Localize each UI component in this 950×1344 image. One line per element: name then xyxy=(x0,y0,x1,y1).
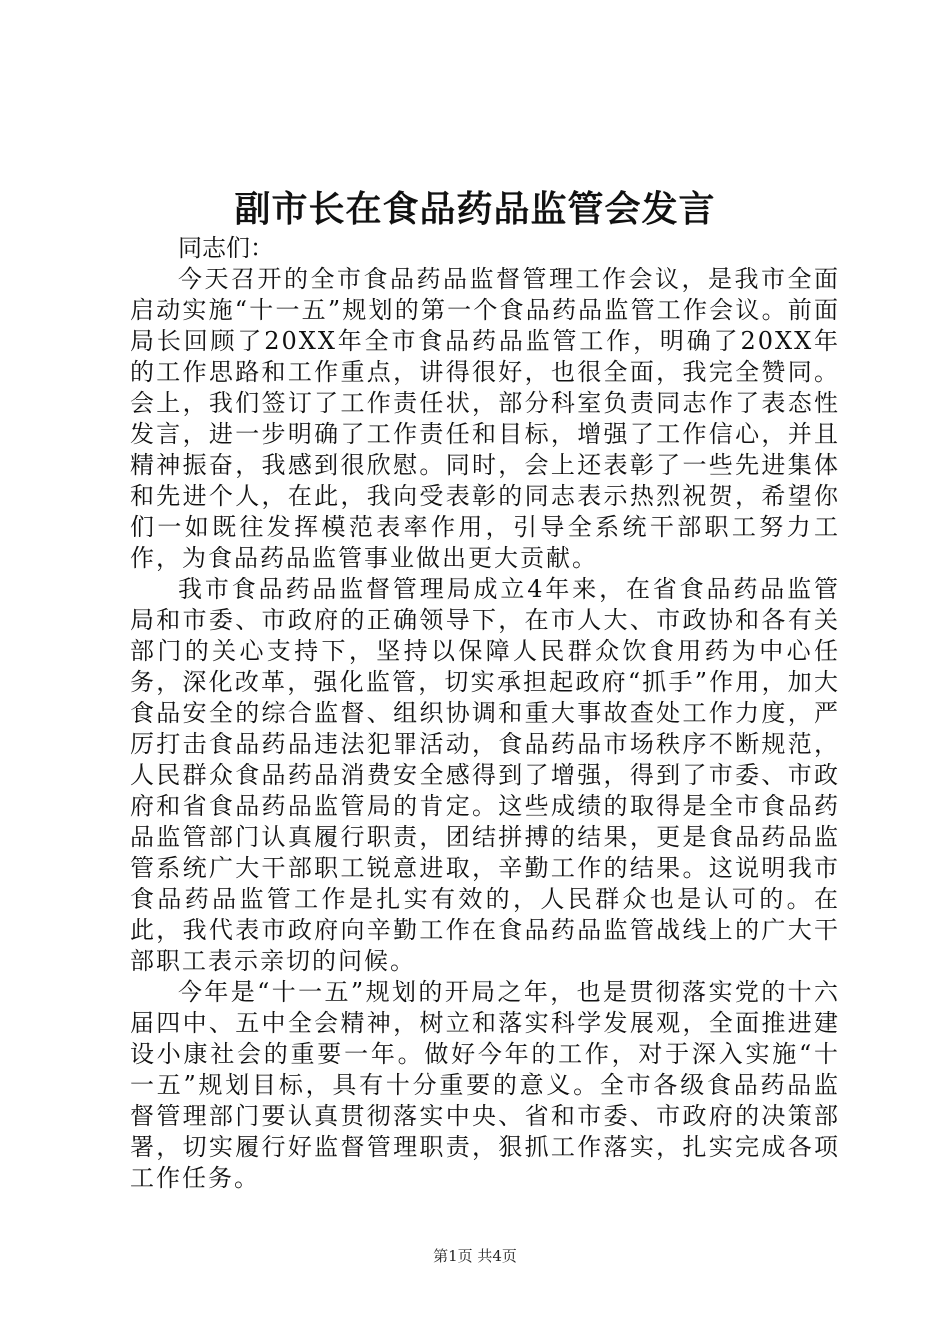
document-body xyxy=(130,233,840,1194)
paragraph-1: 今天召开的全市食品药品监督管理工作会议，是我市全面启动实施“十一五”规划的第一个食品药品监管工作会议。前面局长回顾了20XX年全市食品药品监管工作，明确了20XX年的工作思路和工作重点，讲得很好，也很全面，我完全赞同。会上，我们签订了工作责任状，部分科室负责同志作了表态性发言，进一步明确了工作责任和目标，增强了工作信心，并且精神振奋，我感到很欣慰。同时，会上还表彰了一些先进集体和先进个人，在此，我向受表彰的同志表示热烈祝贺，希望你们一如既往发挥模范表率作用，引导全系统干部职工努力工作，为食品药品监管事业做出更大贡献。 xyxy=(130,265,840,572)
paragraph-3: 今年是“十一五”规划的开局之年，也是贯彻落实党的十六届四中、五中全会精神，树立和落实科学发展观，全面推进建设小康社会的重要一年。做好今年的工作，对于深入实施“十一五”规划目标，具有十分重要的意义。全市各级食品药品监督管理部门要认真贯彻落实中央、省和市委、市政府的决策部署，切实履行好监督管理职责，狠抓工作落实，扎实完成各项工作任务。 xyxy=(130,978,840,1192)
paragraph-2: 我市食品药品监督管理局成立4年来，在省食品药品监管局和市委、市政府的正确领导下，在市人大、市政协和各有关部门的关心支持下，坚持以保障人民群众饮食用药为中心任务，深化改革，强化监管，切实承担起政府“抓手”作用，加大食品安全的综合监督、组织协调和重大事故查处工作力度，严厉打击食品药品违法犯罪活动，食品药品市场秩序不断规范，人民群众食品药品消费安全感得到了增强，得到了市委、市政府和省食品药品监管局的肯定。这些成绩的取得是全市食品药品监管部门认真履行职责，团结拼搏的结果，更是食品药品监管系统广大干部职工锐意进取，辛勤工作的结果。这说明我市食品药品监管工作是扎实有效的，人民群众也是认可的。在此，我代表市政府向辛勤工作在食品药品监管战线上的广大干部职工表示亲切的问候。 xyxy=(130,575,840,975)
document-title: 副市长在食品药品监管会发言 xyxy=(234,188,716,230)
salutation: 同志们： xyxy=(178,234,274,262)
page-footer: 第1页 共4页 xyxy=(433,1247,517,1265)
